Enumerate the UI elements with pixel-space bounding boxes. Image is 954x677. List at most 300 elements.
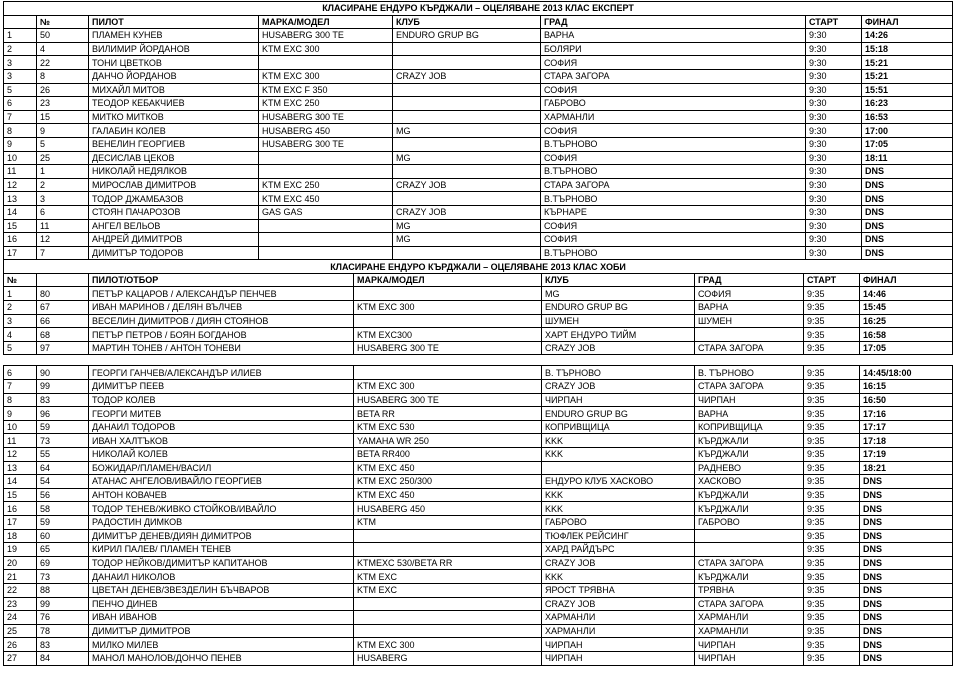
club-cell: CRAZY JOB xyxy=(393,178,541,192)
finish-cell: 15:51 xyxy=(862,83,953,97)
table-row xyxy=(4,651,953,665)
number-cell: 1 xyxy=(37,165,89,179)
col-header-start: СТАРТ xyxy=(806,15,862,29)
start-cell: 9:35 xyxy=(804,502,860,516)
table-row xyxy=(4,638,953,652)
club-cell: MG xyxy=(393,151,541,165)
expert-title: КЛАСИРАНЕ ЕНДУРО КЪРДЖАЛИ – ОЦЕЛЯВАНЕ 2013 КЛАС ЕКСПЕРТ xyxy=(4,2,953,16)
make-model-cell xyxy=(259,56,393,70)
make-model-cell: BETA RR xyxy=(354,407,542,421)
number-cell: 66 xyxy=(37,314,89,328)
pilot-cell: ГЕОРГИ МИТЕВ xyxy=(89,407,354,421)
place-cell: 9 xyxy=(4,137,37,151)
finish-cell: DNS xyxy=(862,192,953,206)
number-cell: 88 xyxy=(37,583,89,597)
pilot-cell: ДАНАИЛ НИКОЛОВ xyxy=(89,570,354,584)
start-cell: 9:35 xyxy=(804,543,860,557)
city-cell: РАДНЕВО xyxy=(695,461,804,475)
table-row xyxy=(4,192,953,206)
col-header-make-model: МАРКА/МОДЕЛ xyxy=(259,15,393,29)
city-cell xyxy=(695,543,804,557)
start-cell: 9:35 xyxy=(804,515,860,529)
start-cell: 9:30 xyxy=(806,56,862,70)
club-cell: КОПРИВЩИЦА xyxy=(542,420,695,434)
club-cell: MG xyxy=(393,233,541,247)
table-row xyxy=(4,178,953,192)
make-model-cell: KTM EXC 250 xyxy=(259,178,393,192)
number-cell: 59 xyxy=(37,515,89,529)
club-cell: CRAZY JOB xyxy=(542,341,695,355)
make-model-cell: KTM EXC 450 xyxy=(354,488,542,502)
place-cell: 25 xyxy=(4,624,37,638)
finish-cell: DNS xyxy=(860,488,953,502)
place-cell: 26 xyxy=(4,638,37,652)
start-cell: 9:35 xyxy=(804,393,860,407)
pilot-cell: ПЕНЧО ДИНЕВ xyxy=(89,597,354,611)
start-cell: 9:35 xyxy=(804,328,860,342)
start-cell: 9:30 xyxy=(806,178,862,192)
pilot-cell: ПЛАМЕН КУНЕВ xyxy=(89,29,259,43)
finish-cell: 17:05 xyxy=(860,341,953,355)
pilot-cell: МАНОЛ МАНОЛОВ/ДОНЧО ПЕНЕВ xyxy=(89,651,354,665)
col-header-club: КЛУБ xyxy=(542,273,695,287)
start-cell: 9:35 xyxy=(804,611,860,625)
place-cell: 7 xyxy=(4,380,37,394)
city-cell: В.ТЪРНОВО xyxy=(541,137,806,151)
start-cell: 9:30 xyxy=(806,219,862,233)
table-row xyxy=(4,461,953,475)
city-cell: В.ТЪРНОВО xyxy=(541,246,806,260)
pilot-cell: ИВАН МАРИНОВ / ДЕЛЯН ВЪЛЧЕВ xyxy=(89,301,354,315)
finish-cell: 17:05 xyxy=(862,137,953,151)
make-model-cell: HUSABERG 300 TE xyxy=(259,110,393,124)
finish-cell: DNS xyxy=(860,543,953,557)
city-cell: КОПРИВЩИЦА xyxy=(695,420,804,434)
club-cell: MG xyxy=(542,287,695,301)
place-cell: 3 xyxy=(4,56,37,70)
start-cell: 9:35 xyxy=(804,624,860,638)
pilot-cell: МИРОСЛАВ ДИМИТРОВ xyxy=(89,178,259,192)
city-cell: СОФИЯ xyxy=(541,219,806,233)
make-model-cell: HUSABERG 300 TE xyxy=(354,341,542,355)
table-row xyxy=(4,556,953,570)
start-cell: 9:30 xyxy=(806,192,862,206)
finish-cell: 14:26 xyxy=(862,29,953,43)
number-cell: 11 xyxy=(37,219,89,233)
finish-cell: DNS xyxy=(860,515,953,529)
pilot-cell: АНГЕЛ ВЕЛЬОВ xyxy=(89,219,259,233)
finish-cell: DNS xyxy=(860,624,953,638)
finish-cell: 15:18 xyxy=(862,42,953,56)
table-row xyxy=(4,488,953,502)
start-cell: 9:35 xyxy=(804,448,860,462)
finish-cell: 16:53 xyxy=(862,110,953,124)
number-cell: 65 xyxy=(37,543,89,557)
start-cell: 9:35 xyxy=(804,638,860,652)
place-cell: 13 xyxy=(4,461,37,475)
make-model-cell: HUSABERG 300 TE xyxy=(259,137,393,151)
table-row xyxy=(4,83,953,97)
pilot-cell: ДЕСИСЛАВ ЦЕКОВ xyxy=(89,151,259,165)
table-row xyxy=(4,124,953,138)
number-cell: 78 xyxy=(37,624,89,638)
make-model-cell: KTM EXC xyxy=(354,570,542,584)
finish-cell: 17:17 xyxy=(860,420,953,434)
pilot-cell: ИВАН ИВАНОВ xyxy=(89,611,354,625)
club-cell: ЧИРПАН xyxy=(542,638,695,652)
city-cell: КЪРНАРЕ xyxy=(541,205,806,219)
number-cell: 7 xyxy=(37,246,89,260)
pilot-cell: ВИЛИМИР ЙОРДАНОВ xyxy=(89,42,259,56)
col-header xyxy=(4,15,37,29)
club-cell: ЧИРПАН xyxy=(542,393,695,407)
club-cell: MG xyxy=(393,124,541,138)
place-cell: 13 xyxy=(4,192,37,206)
finish-cell: DNS xyxy=(860,583,953,597)
place-cell: 18 xyxy=(4,529,37,543)
table-row xyxy=(4,448,953,462)
hobby-header-row xyxy=(4,273,953,287)
city-cell: ГАБРОВО xyxy=(541,97,806,111)
city-cell: ВАРНА xyxy=(695,407,804,421)
make-model-cell: KTM xyxy=(354,515,542,529)
pilot-cell: ПЕТЪР КАЦАРОВ / АЛЕКСАНДЪР ПЕНЧЕВ xyxy=(89,287,354,301)
club-cell: KKK xyxy=(542,488,695,502)
make-model-cell: HUSABERG 300 TE xyxy=(354,393,542,407)
number-cell: 55 xyxy=(37,448,89,462)
make-model-cell: KTM EXC 300 xyxy=(259,42,393,56)
place-cell: 20 xyxy=(4,556,37,570)
place-cell: 1 xyxy=(4,29,37,43)
col-header-finish: ФИНАЛ xyxy=(862,15,953,29)
pilot-cell: КИРИЛ ПАЛЕВ/ ПЛАМЕН ТЕНЕВ xyxy=(89,543,354,557)
start-cell: 9:30 xyxy=(806,42,862,56)
table-row xyxy=(4,583,953,597)
club-cell xyxy=(393,246,541,260)
place-cell: 8 xyxy=(4,124,37,138)
start-cell: 9:35 xyxy=(804,570,860,584)
place-cell: 3 xyxy=(4,69,37,83)
pilot-cell: ИВАН ХАЛТЪКОВ xyxy=(89,434,354,448)
city-cell: В.ТЪРНОВО xyxy=(541,192,806,206)
number-cell: 90 xyxy=(37,366,89,380)
start-cell: 9:30 xyxy=(806,246,862,260)
number-cell: 22 xyxy=(37,56,89,70)
pilot-cell: БОЖИДАР/ПЛАМЕН/ВАСИЛ xyxy=(89,461,354,475)
number-cell: 68 xyxy=(37,328,89,342)
table-row xyxy=(4,515,953,529)
place-cell: 17 xyxy=(4,246,37,260)
finish-cell: DNS xyxy=(862,205,953,219)
start-cell: 9:35 xyxy=(804,301,860,315)
pilot-cell: АНТОН КОВАЧЕВ xyxy=(89,488,354,502)
start-cell: 9:35 xyxy=(804,583,860,597)
place-cell: 14 xyxy=(4,475,37,489)
table-row xyxy=(4,624,953,638)
club-cell: ХАРМАНЛИ xyxy=(542,611,695,625)
place-cell: 27 xyxy=(4,651,37,665)
place-cell: 17 xyxy=(4,515,37,529)
pilot-cell: ВЕНЕЛИН ГЕОРГИЕВ xyxy=(89,137,259,151)
club-cell: KKK xyxy=(542,570,695,584)
make-model-cell: KTM EXC F 350 xyxy=(259,83,393,97)
finish-cell: DNS xyxy=(860,597,953,611)
number-cell: 69 xyxy=(37,556,89,570)
start-cell: 9:35 xyxy=(804,434,860,448)
club-cell xyxy=(393,42,541,56)
finish-cell: DNS xyxy=(860,556,953,570)
club-cell: MG xyxy=(393,219,541,233)
city-cell: ГАБРОВО xyxy=(695,515,804,529)
finish-cell: 17:16 xyxy=(860,407,953,421)
start-cell: 9:35 xyxy=(804,380,860,394)
club-cell: ХАРМАНЛИ xyxy=(542,624,695,638)
col-header-club: КЛУБ xyxy=(393,15,541,29)
pilot-cell: ТЕОДОР КЕБАКЧИЕВ xyxy=(89,97,259,111)
hobby-results-table xyxy=(3,259,953,665)
place-cell: 7 xyxy=(4,110,37,124)
place-cell: 16 xyxy=(4,502,37,516)
start-cell: 9:35 xyxy=(804,475,860,489)
table-row xyxy=(4,110,953,124)
make-model-cell: KTM EXC 250 xyxy=(259,97,393,111)
table-row xyxy=(4,219,953,233)
finish-cell: DNS xyxy=(862,246,953,260)
number-cell: 73 xyxy=(37,570,89,584)
place-cell: 1 xyxy=(4,287,37,301)
number-cell: 50 xyxy=(37,29,89,43)
col-header-finish: ФИНАЛ xyxy=(860,273,953,287)
table-row xyxy=(4,56,953,70)
club-cell: KKK xyxy=(542,502,695,516)
make-model-cell xyxy=(259,165,393,179)
city-cell: КЪРДЖАЛИ xyxy=(695,488,804,502)
club-cell xyxy=(393,83,541,97)
city-cell: ЧИРПАН xyxy=(695,638,804,652)
table-row xyxy=(4,597,953,611)
number-cell: 99 xyxy=(37,380,89,394)
finish-cell: 17:18 xyxy=(860,434,953,448)
pilot-cell: ТОНИ ЦВЕТКОВ xyxy=(89,56,259,70)
number-cell: 54 xyxy=(37,475,89,489)
start-cell: 9:35 xyxy=(804,366,860,380)
number-cell: 2 xyxy=(37,178,89,192)
pilot-cell: ДАНАИЛ ТОДОРОВ xyxy=(89,420,354,434)
make-model-cell xyxy=(354,611,542,625)
col-header xyxy=(37,273,89,287)
place-cell: 15 xyxy=(4,219,37,233)
make-model-cell: BETA RR400 xyxy=(354,448,542,462)
number-cell: 12 xyxy=(37,233,89,247)
city-cell: ХАРМАНЛИ xyxy=(695,611,804,625)
col-header-number: № xyxy=(4,273,37,287)
make-model-cell xyxy=(354,314,542,328)
place-cell: 9 xyxy=(4,407,37,421)
club-cell xyxy=(393,137,541,151)
table-row xyxy=(4,29,953,43)
city-cell: КЪРДЖАЛИ xyxy=(695,448,804,462)
expert-results-table xyxy=(3,1,953,260)
club-cell: ГАБРОВО xyxy=(542,515,695,529)
make-model-cell: HUSABERG 450 xyxy=(354,502,542,516)
finish-cell: 16:25 xyxy=(860,314,953,328)
pilot-cell: ПЕТЪР ПЕТРОВ / БОЯН БОГДАНОВ xyxy=(89,328,354,342)
place-cell: 23 xyxy=(4,597,37,611)
finish-cell: DNS xyxy=(860,475,953,489)
table-row xyxy=(4,246,953,260)
start-cell: 9:30 xyxy=(806,29,862,43)
place-cell: 21 xyxy=(4,570,37,584)
table-row xyxy=(4,205,953,219)
table-row xyxy=(4,233,953,247)
pilot-cell: РАДОСТИН ДИМКОВ xyxy=(89,515,354,529)
club-cell xyxy=(393,192,541,206)
city-cell: СОФИЯ xyxy=(695,287,804,301)
finish-cell: DNS xyxy=(862,233,953,247)
start-cell: 9:35 xyxy=(804,488,860,502)
city-cell xyxy=(695,529,804,543)
club-cell: ENDURO GRUP BG xyxy=(393,29,541,43)
pilot-cell: ВЕСЕЛИН ДИМИТРОВ / ДИЯН СТОЯНОВ xyxy=(89,314,354,328)
col-header-make-model: МАРКА/МОДЕЛ xyxy=(354,273,542,287)
place-cell: 19 xyxy=(4,543,37,557)
city-cell: СТАРА ЗАГОРА xyxy=(695,597,804,611)
club-cell: ЕНДУРО КЛУБ ХАСКОВО xyxy=(542,475,695,489)
place-cell: 16 xyxy=(4,233,37,247)
pilot-cell: АТАНАС АНГЕЛОВ/ИВАЙЛО ГЕОРГИЕВ xyxy=(89,475,354,489)
finish-cell: 14:45/18:00 xyxy=(860,366,953,380)
spacer-row xyxy=(4,355,953,366)
number-cell: 6 xyxy=(37,205,89,219)
place-cell: 5 xyxy=(4,341,37,355)
make-model-cell xyxy=(354,529,542,543)
number-cell: 5 xyxy=(37,137,89,151)
place-cell: 12 xyxy=(4,448,37,462)
table-row xyxy=(4,314,953,328)
start-cell: 9:30 xyxy=(806,165,862,179)
number-cell: 4 xyxy=(37,42,89,56)
spacer-cell xyxy=(4,355,953,366)
table-row xyxy=(4,380,953,394)
city-cell: СТАРА ЗАГОРА xyxy=(541,69,806,83)
number-cell: 99 xyxy=(37,597,89,611)
start-cell: 9:35 xyxy=(804,651,860,665)
number-cell: 3 xyxy=(37,192,89,206)
club-cell: ТЮФЛЕК РЕЙСИНГ xyxy=(542,529,695,543)
start-cell: 9:35 xyxy=(804,461,860,475)
place-cell: 5 xyxy=(4,83,37,97)
finish-cell: DNS xyxy=(862,178,953,192)
finish-cell: 15:45 xyxy=(860,301,953,315)
finish-cell: 17:19 xyxy=(860,448,953,462)
make-model-cell: KTM EXC 530 xyxy=(354,420,542,434)
table-row xyxy=(4,434,953,448)
number-cell: 64 xyxy=(37,461,89,475)
city-cell: ХАРМАНЛИ xyxy=(695,624,804,638)
make-model-cell xyxy=(259,233,393,247)
make-model-cell xyxy=(354,366,542,380)
number-cell: 84 xyxy=(37,651,89,665)
place-cell: 10 xyxy=(4,151,37,165)
number-cell: 60 xyxy=(37,529,89,543)
finish-cell: DNS xyxy=(860,651,953,665)
pilot-cell: ТОДОР ТЕНЕВ/ЖИВКО СТОЙКОВ/ИВАЙЛО xyxy=(89,502,354,516)
pilot-cell: АНДРЕЙ ДИМИТРОВ xyxy=(89,233,259,247)
table-row xyxy=(4,407,953,421)
start-cell: 9:30 xyxy=(806,69,862,83)
make-model-cell: KTM EXC 250/300 xyxy=(354,475,542,489)
number-cell: 25 xyxy=(37,151,89,165)
club-cell xyxy=(542,461,695,475)
finish-cell: 14:46 xyxy=(860,287,953,301)
table-row xyxy=(4,69,953,83)
start-cell: 9:35 xyxy=(804,314,860,328)
city-cell: В. ТЪРНОВО xyxy=(695,366,804,380)
start-cell: 9:30 xyxy=(806,233,862,247)
finish-cell: 16:15 xyxy=(860,380,953,394)
city-cell: ЧИРПАН xyxy=(695,651,804,665)
club-cell: CRAZY JOB xyxy=(393,69,541,83)
table-row xyxy=(4,502,953,516)
finish-cell: DNS xyxy=(860,502,953,516)
table-row xyxy=(4,328,953,342)
make-model-cell: KTM EXC xyxy=(354,583,542,597)
table-row xyxy=(4,475,953,489)
club-cell: ЧИРПАН xyxy=(542,651,695,665)
pilot-cell: МИХАЙЛ МИТОВ xyxy=(89,83,259,97)
table-row xyxy=(4,543,953,557)
start-cell: 9:30 xyxy=(806,83,862,97)
make-model-cell: KTM EXC 300 xyxy=(354,301,542,315)
table-row xyxy=(4,165,953,179)
start-cell: 9:35 xyxy=(804,420,860,434)
start-cell: 9:35 xyxy=(804,407,860,421)
club-cell xyxy=(393,110,541,124)
city-cell: ТРЯВНА xyxy=(695,583,804,597)
start-cell: 9:35 xyxy=(804,597,860,611)
pilot-cell: ДАНЧО ЙОРДАНОВ xyxy=(89,69,259,83)
make-model-cell: HUSABERG 450 xyxy=(259,124,393,138)
table-row xyxy=(4,570,953,584)
city-cell: СТАРА ЗАГОРА xyxy=(695,341,804,355)
club-cell: ШУМЕН xyxy=(542,314,695,328)
club-cell: KKK xyxy=(542,434,695,448)
table-row xyxy=(4,97,953,111)
number-cell: 23 xyxy=(37,97,89,111)
make-model-cell: YAMAHA WR 250 xyxy=(354,434,542,448)
finish-cell: DNS xyxy=(860,638,953,652)
make-model-cell: KTM EXC 300 xyxy=(354,638,542,652)
pilot-cell: ЦВЕТАН ДЕНЕВ/ЗВЕЗДЕЛИН БЪЧВАРОВ xyxy=(89,583,354,597)
finish-cell: 16:58 xyxy=(860,328,953,342)
city-cell: СОФИЯ xyxy=(541,151,806,165)
pilot-cell: МИТКО МИТКОВ xyxy=(89,110,259,124)
number-cell: 73 xyxy=(37,434,89,448)
make-model-cell xyxy=(354,597,542,611)
city-cell: В.ТЪРНОВО xyxy=(541,165,806,179)
place-cell: 10 xyxy=(4,420,37,434)
number-cell: 8 xyxy=(37,69,89,83)
finish-cell: 15:21 xyxy=(862,69,953,83)
finish-cell: DNS xyxy=(860,529,953,543)
club-cell: ХАРТ ЕНДУРО ТИЙМ xyxy=(542,328,695,342)
pilot-cell: ТОДОР НЕЙКОВ/ДИМИТЪР КАПИТАНОВ xyxy=(89,556,354,570)
table-row xyxy=(4,42,953,56)
place-cell: 3 xyxy=(4,314,37,328)
city-cell: ЧИРПАН xyxy=(695,393,804,407)
club-cell: KKK xyxy=(542,448,695,462)
city-cell: ВАРНА xyxy=(541,29,806,43)
